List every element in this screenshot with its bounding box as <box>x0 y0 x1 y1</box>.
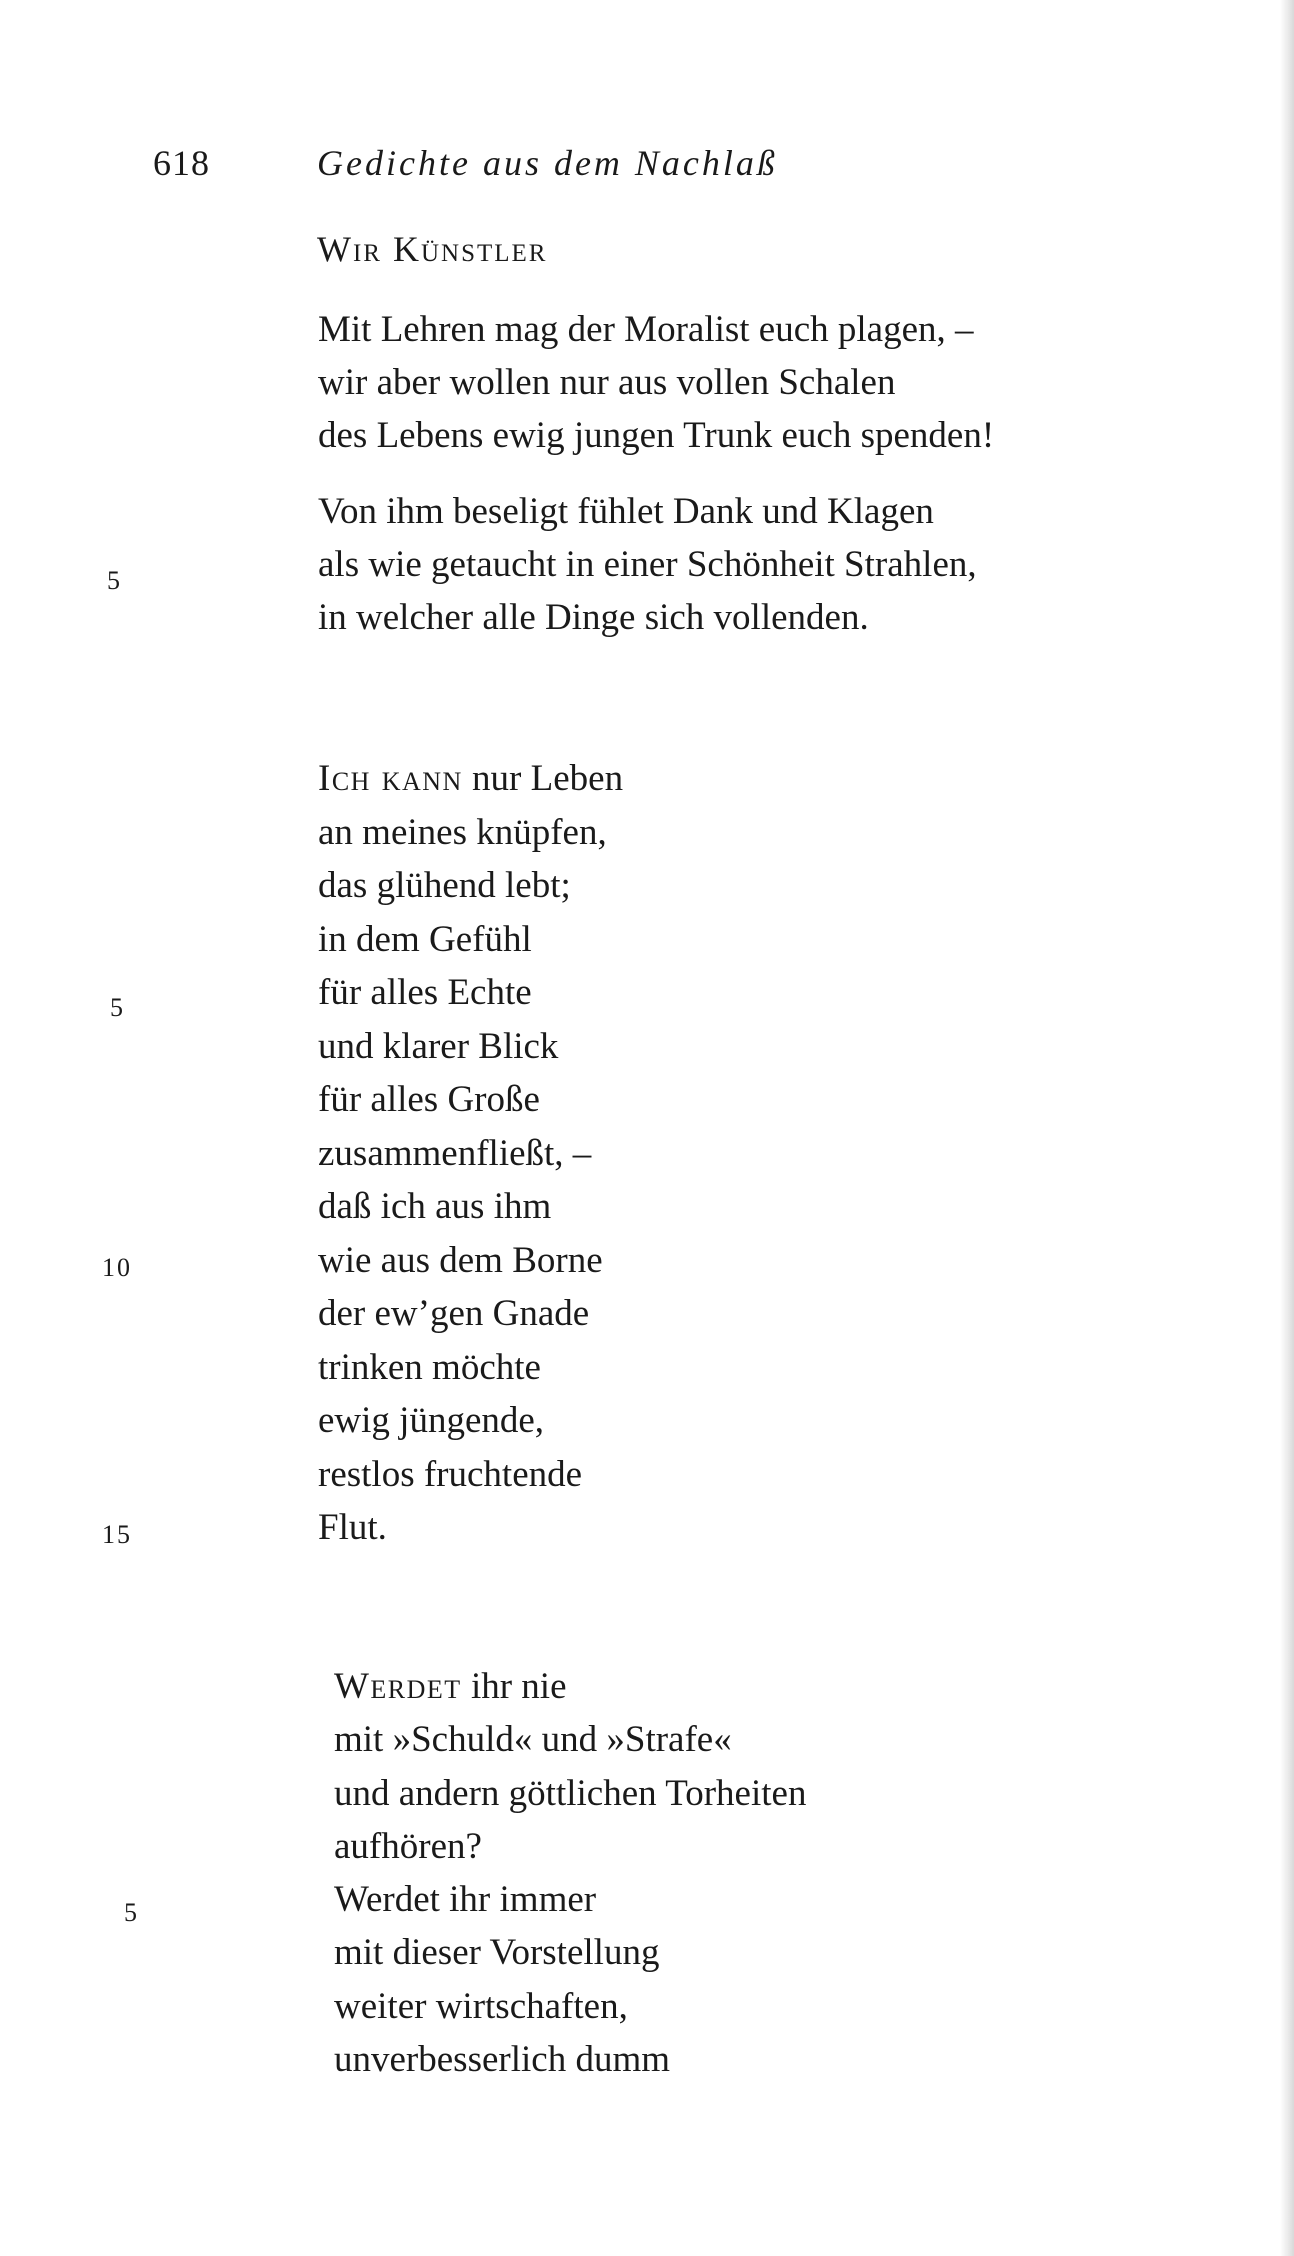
page-edge-shadow <box>1280 0 1294 2256</box>
verse-line: des Lebens ewig jungen Trunk euch spenden! <box>318 415 995 456</box>
verse-line-first <box>334 1660 806 1713</box>
poem3-first-line-rest: ihr nie <box>461 1666 567 1707</box>
verse-line: wie aus dem Borne <box>318 1239 603 1281</box>
verse-line: Flut. <box>318 1507 387 1548</box>
verse-line: restlos fruchtende <box>318 1453 583 1495</box>
poem2-stanza <box>318 752 623 1555</box>
poem2-first-line-rest: nur Leben <box>462 758 624 799</box>
verse-line: in dem Gefühl <box>318 918 532 960</box>
verse-line: und andern göttlichen Torheiten <box>334 1772 807 1814</box>
verse-line: unverbesserlich dumm <box>334 2039 670 2081</box>
line-number: 5 <box>107 566 122 595</box>
poem1-stanza-1 <box>318 303 994 462</box>
poem3-incipit: Werdet <box>334 1666 462 1707</box>
page-number: 618 <box>153 143 210 183</box>
verse-line: in welcher alle Dinge sich vollenden. <box>318 597 869 638</box>
verse-line: zusammenfließt, – <box>318 1132 592 1174</box>
verse-line: daß ich aus ihm <box>318 1186 552 1227</box>
verse-line: wir aber wollen nur aus vollen Schalen <box>318 362 896 403</box>
verse-line: für alles Große <box>318 1079 540 1120</box>
line-number: 5 <box>124 1898 139 1927</box>
verse-line: das glühend lebt; <box>318 865 571 906</box>
poem2-incipit: Ich kann <box>318 758 463 799</box>
verse-line: mit dieser Vorstellung <box>334 1932 660 1974</box>
poem3-stanza <box>334 1660 806 2086</box>
verse-line: mit »Schuld« und »Strafe« <box>334 1719 732 1761</box>
verse-line: Von ihm beseligt fühlet Dank und Klagen <box>318 491 934 532</box>
verse-line: Mit Lehren mag der Moralist euch plagen, – <box>318 309 974 350</box>
verse-line: für alles Echte <box>318 972 532 1013</box>
verse-line: als wie getaucht in einer Schönheit Strahlen, <box>318 544 977 585</box>
running-head: Gedichte aus dem Nachlaß <box>317 143 778 183</box>
verse-line: trinken möchte <box>318 1346 541 1388</box>
verse-line: an meines knüpfen, <box>318 811 607 853</box>
line-number: 5 <box>110 993 125 1022</box>
verse-line-first <box>318 752 623 806</box>
line-number: 15 <box>102 1520 132 1549</box>
poem-title-wir-kuenstler: Wir Künstler <box>317 229 548 269</box>
line-number: 10 <box>102 1253 132 1282</box>
verse-line: weiter wirtschaften, <box>334 1985 628 2027</box>
poem1-stanza-2 <box>318 485 977 644</box>
verse-line: der ew’gen Gnade <box>318 1293 590 1334</box>
verse-line: Werdet ihr immer <box>334 1879 597 1921</box>
verse-line: und klarer Blick <box>318 1025 559 1067</box>
verse-line: ewig jüngende, <box>318 1400 545 1441</box>
verse-line: aufhören? <box>334 1825 482 1867</box>
